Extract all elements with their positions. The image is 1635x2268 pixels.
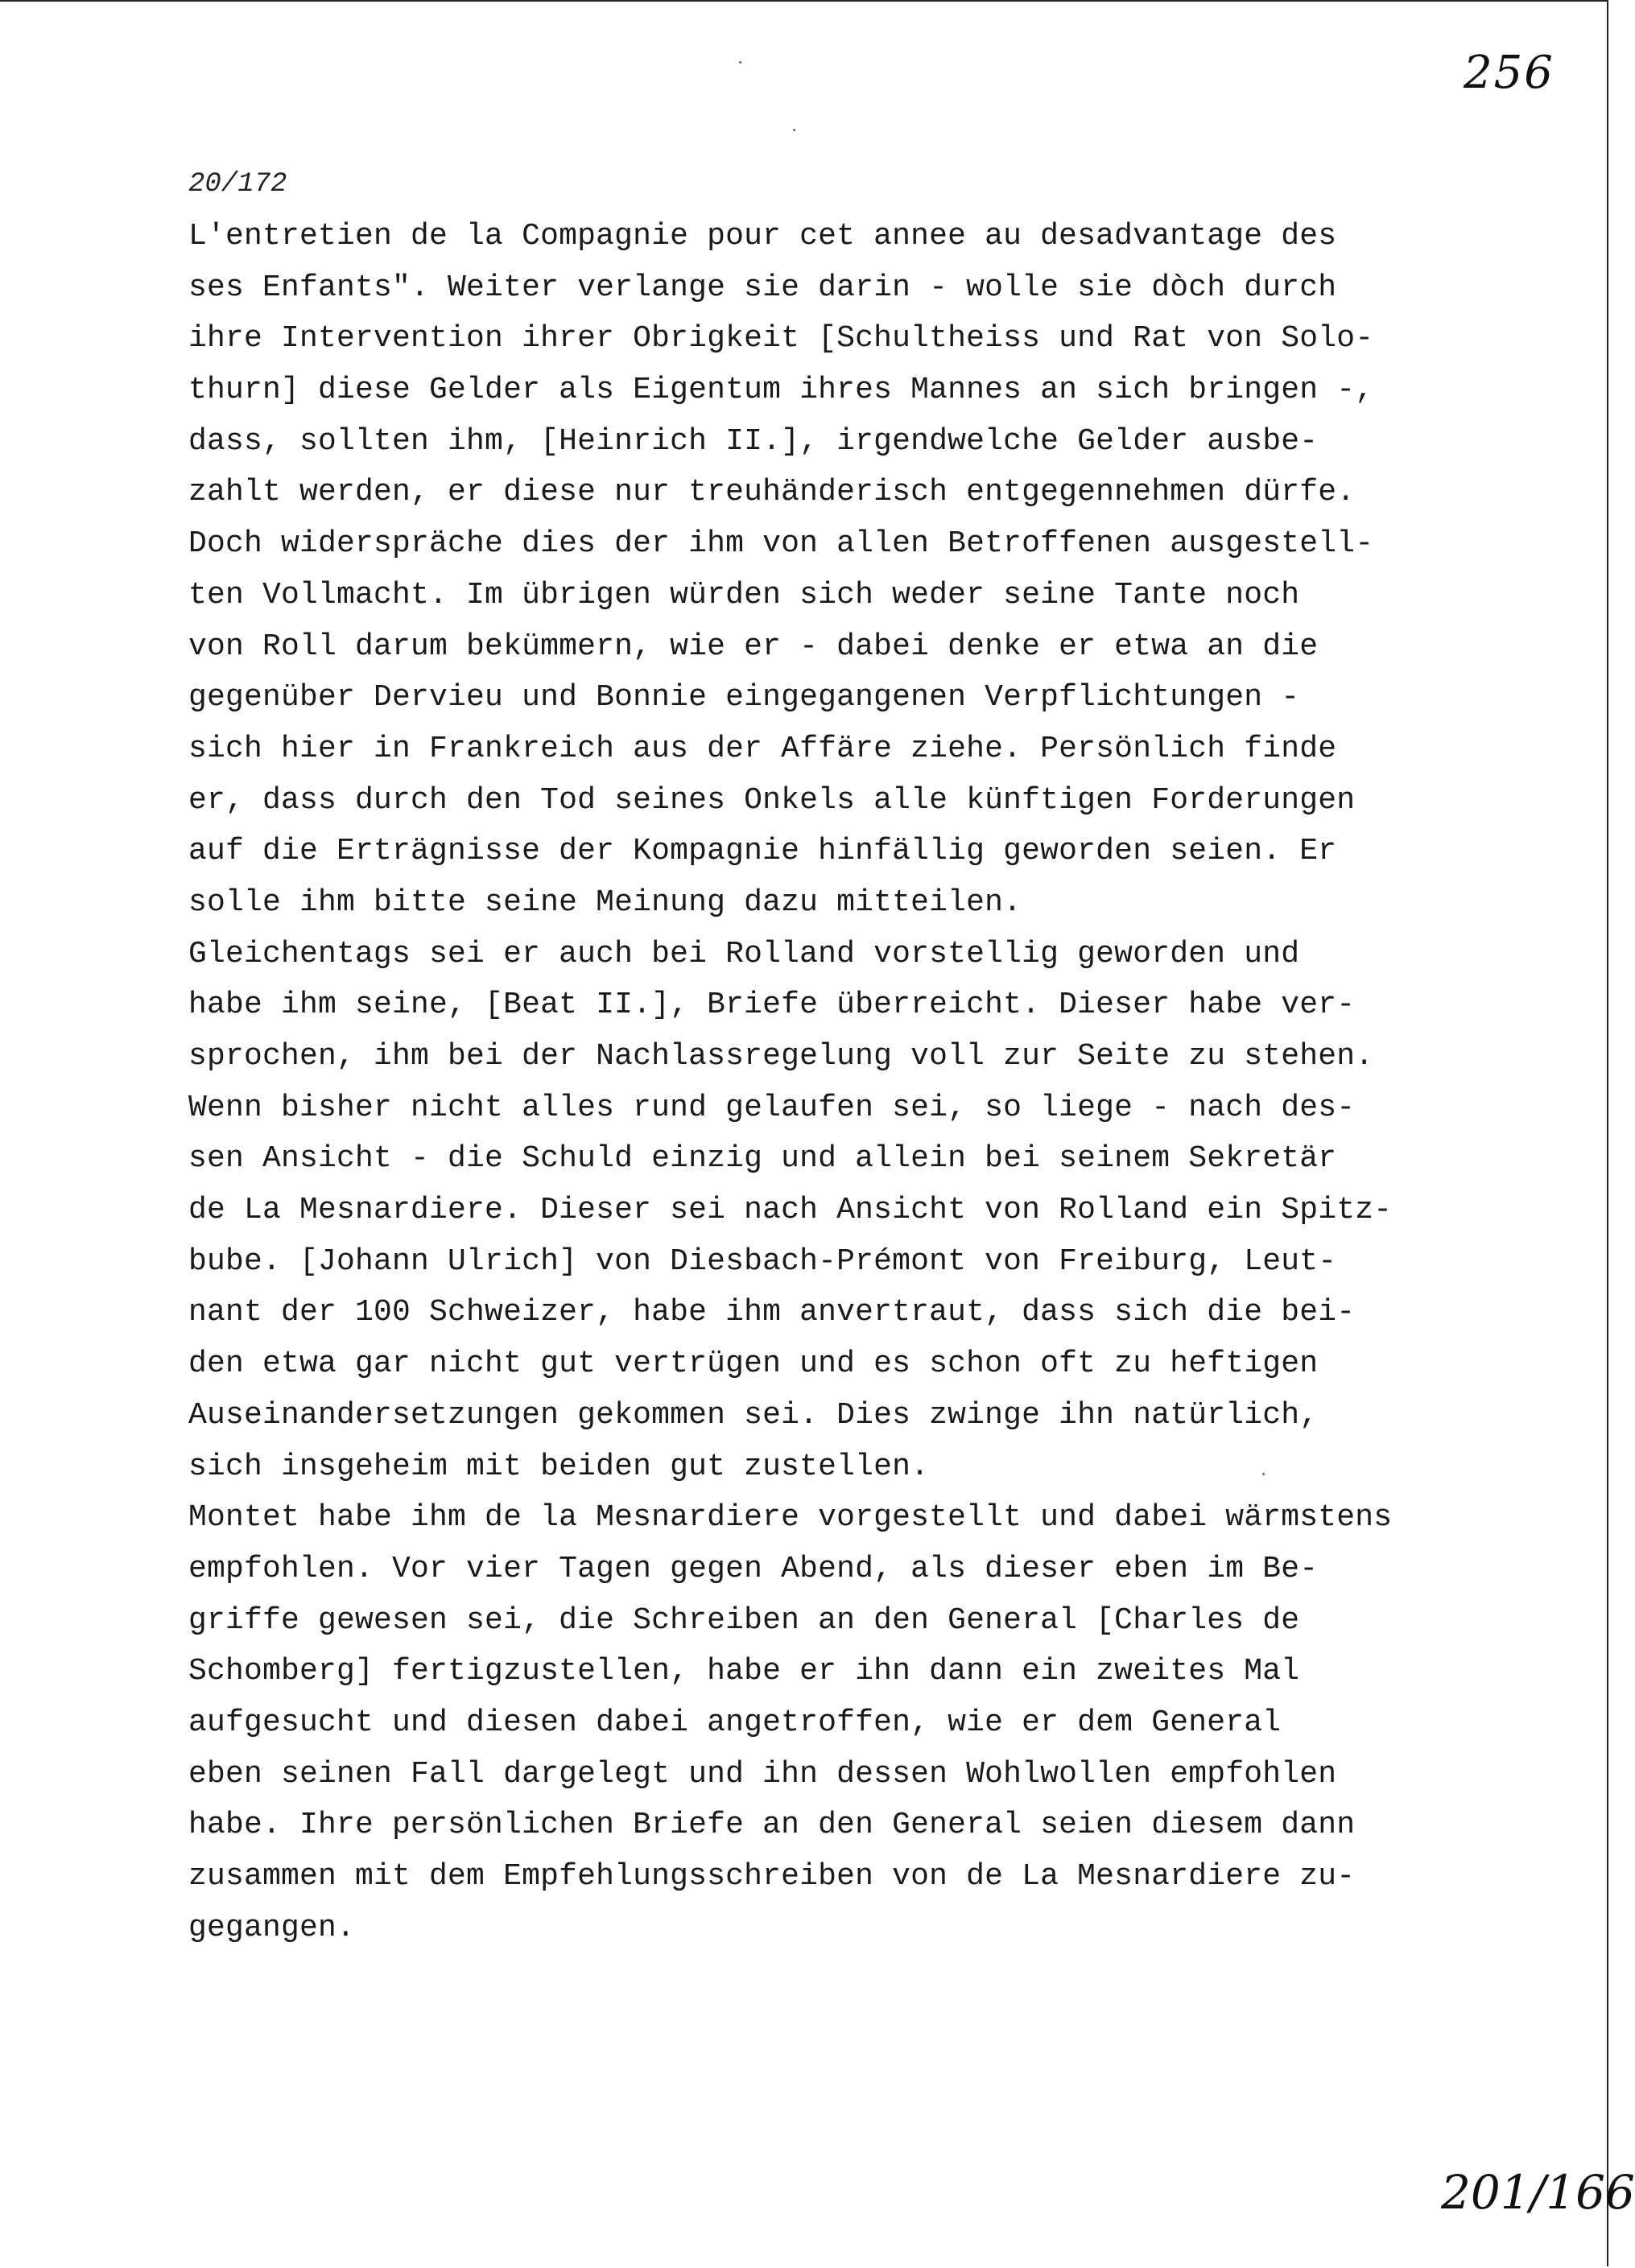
- text-line: griffe gewesen sei, die Schreiben an den General [Charles de: [188, 1602, 1300, 1638]
- text-line: Doch widerspräche dies der ihm von allen Betroffenen ausgestell-: [188, 526, 1374, 562]
- text-line: dass, sollten ihm, [Heinrich II.], irgendwelche Gelder ausbe-: [188, 423, 1319, 459]
- text-line: L'entretien de la Compagnie pour cet annee au desadvantage des: [188, 219, 1337, 254]
- text-line: zusammen mit dem Empfehlungsschreiben von de La Mesnardiere zu-: [188, 1859, 1356, 1894]
- text-line: gegenüber Dervieu und Bonnie eingegangenen Verpflichtungen -: [188, 680, 1300, 715]
- text-line: von Roll darum bekümmern, wie er - dabei denke er etwa an die: [188, 629, 1319, 664]
- text-line: ihre Intervention ihrer Obrigkeit [Schultheiss und Rat von Solo-: [188, 321, 1374, 357]
- page-number-handwritten: 256: [1464, 47, 1554, 99]
- text-line: zahlt werden, er diese nur treuhänderisch entgegennehmen dürfe.: [188, 475, 1356, 510]
- text-line: bube. [Johann Ulrich] von Diesbach-Prémont von Freiburg, Leut-: [188, 1243, 1337, 1279]
- text-line: sen Ansicht - die Schuld einzig und allein bei seinem Sekretär: [188, 1141, 1337, 1177]
- text-line: Gleichentags sei er auch bei Rolland vorstellig geworden und: [188, 936, 1300, 971]
- text-line: auf die Erträgnisse der Kompagnie hinfällig geworden seien. Er: [188, 834, 1337, 869]
- text-line: Montet habe ihm de la Mesnardiere vorgestellt und dabei wärmstens: [188, 1500, 1393, 1536]
- text-line: aufgesucht und diesen dabei angetroffen, wie er dem General: [188, 1705, 1282, 1740]
- text-line: sprochen, ihm bei der Nachlassregelung voll zur Seite zu stehen.: [188, 1039, 1374, 1074]
- text-line: den etwa gar nicht gut vertrügen und es schon oft zu heftigen: [188, 1346, 1319, 1382]
- text-line: Schomberg] fertigzustellen, habe er ihn dann ein zweites Mal: [188, 1654, 1300, 1689]
- text-line: habe ihm seine, [Beat II.], Briefe überreicht. Dieser habe ver-: [188, 988, 1356, 1023]
- archive-number-handwritten: 201/166: [1441, 2165, 1635, 2220]
- text-line: thurn] diese Gelder als Eigentum ihres Mannes an sich bringen -,: [188, 373, 1374, 408]
- text-line: gegangen.: [188, 1910, 356, 1945]
- text-line: ses Enfants". Weiter verlange sie darin - wolle sie dòch durch: [188, 270, 1337, 305]
- reference-number: 20/172: [188, 169, 287, 200]
- body-text: [188, 211, 1517, 1953]
- text-line: er, dass durch den Tod seines Onkels alle künftigen Forderungen: [188, 782, 1356, 818]
- scan-speck: [1262, 1473, 1265, 1475]
- text-line: de La Mesnardiere. Dieser sei nach Ansicht von Rolland ein Spitz-: [188, 1193, 1393, 1228]
- text-line: ten Vollmacht. Im übrigen würden sich weder seine Tante noch: [188, 577, 1300, 612]
- scan-speck: [739, 61, 741, 64]
- text-line: nant der 100 Schweizer, habe ihm anvertraut, dass sich die bei-: [188, 1295, 1356, 1330]
- text-line: solle ihm bitte seine Meinung dazu mitteilen.: [188, 885, 1022, 920]
- text-line: Wenn bisher nicht alles rund gelaufen sei, so liege - nach des-: [188, 1090, 1356, 1125]
- text-line: habe. Ihre persönlichen Briefe an den General seien diesem dann: [188, 1808, 1356, 1843]
- scan-speck: [793, 129, 795, 131]
- text-line: empfohlen. Vor vier Tagen gegen Abend, als dieser eben im Be-: [188, 1551, 1319, 1586]
- text-line: sich hier in Frankreich aus der Affäre ziehe. Persönlich finde: [188, 731, 1337, 766]
- text-line: Auseinandersetzungen gekommen sei. Dies zwinge ihn natürlich,: [188, 1397, 1319, 1433]
- text-line: sich insgeheim mit beiden gut zustellen.: [188, 1449, 930, 1484]
- text-line: eben seinen Fall dargelegt und ihn dessen Wohlwollen empfohlen: [188, 1756, 1337, 1792]
